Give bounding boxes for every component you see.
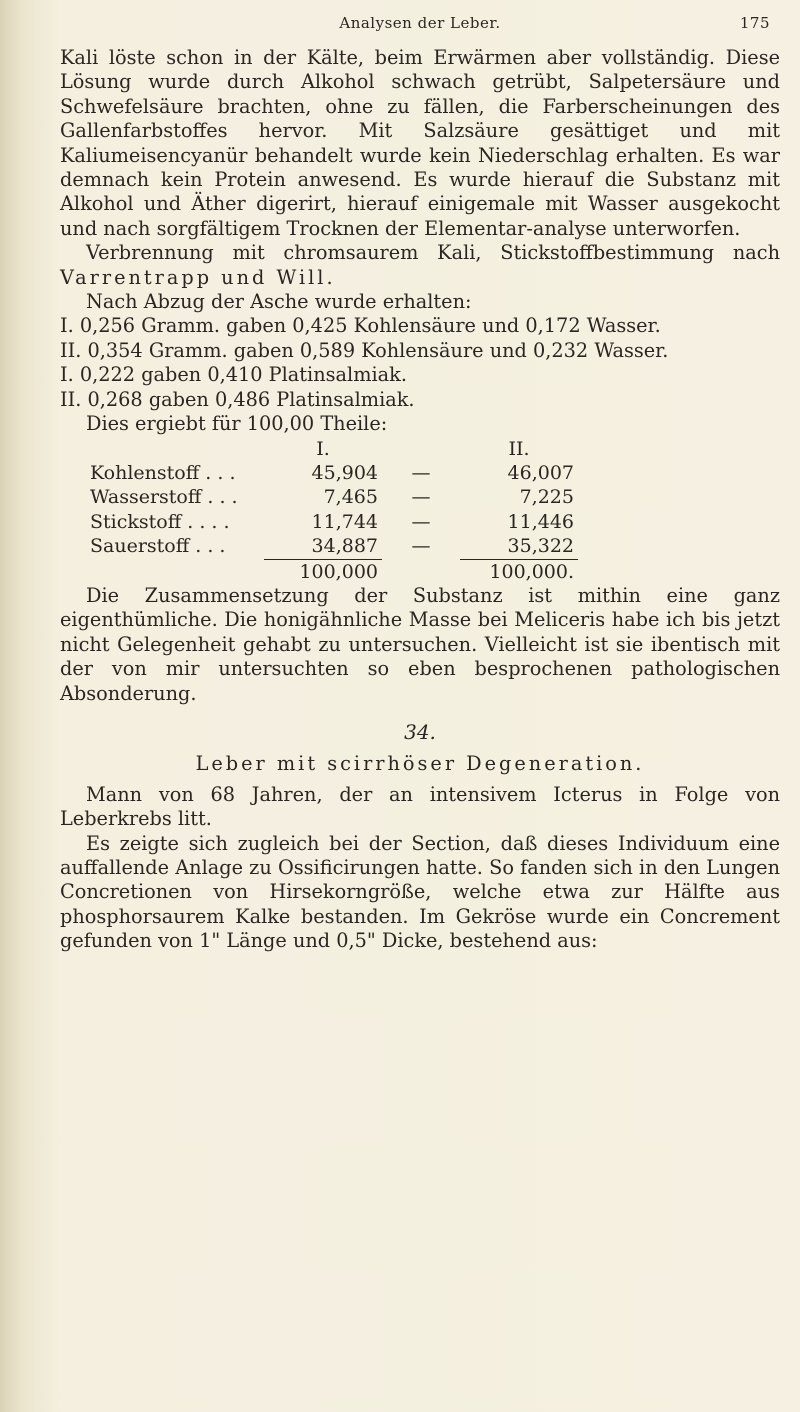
dash: —	[411, 486, 431, 509]
paragraph-mann: Mann von 68 Jahren, der an intensivem Icterus in Folge von Leberkrebs litt.	[60, 782, 780, 831]
paragraph-section: Es zeigte sich zugleich bei der Section, daß dieses Individuum eine auffallende Anlage zu Ossificirungen hatte. So fanden sich in den Lungen Concretionen von Hirsekorngröße, welche etwa zur Hälfte aus phosphorsaurem Kalke bestanden. Im Gekröse wurde ein Concrement gefunden von 1" Länge und 0,5" Dicke, bestehend aus:	[60, 831, 780, 953]
value-1: 7,465	[323, 486, 378, 509]
totals-row	[86, 559, 578, 584]
analysis-lines	[60, 314, 780, 412]
element-label: Stickstoff . . . .	[90, 510, 230, 533]
dash: —	[411, 461, 431, 484]
value-1: 34,887	[311, 535, 378, 558]
paragraph-kali: Kali löste schon in der Kälte, beim Erwärmen aber vollständig. Diese Lösung wurde durch Alkohol schwach getrübt, Salpetersäure und Schwefelsäure brachten, ohne zu fällen, die Farberscheinungen des Gallenfarbstoffes hervor. Mit Salzsäure gesättiget und mit Kaliumeisencyanür behandelt wurde kein Niederschlag erhalten. Es war demnach kein Protein anwesend. Es wurde hierauf die Substanz mit Alkohol und Äther digerirt, hierauf einigemale mit Wasser ausgekocht und nach sorgfältigem Trocknen der Elementar-analyse unterworfen.	[60, 46, 780, 240]
section-number: 34.	[404, 719, 436, 744]
header-title: Analysen der Leber.	[339, 14, 501, 32]
column-header-2: II.	[508, 437, 530, 460]
running-header	[60, 14, 780, 38]
total-2: 100,000.	[460, 559, 578, 584]
value-2: 35,322	[507, 535, 574, 558]
value-2: 7,225	[519, 486, 574, 509]
dash: —	[411, 535, 431, 558]
total-1: 100,000	[264, 559, 382, 584]
table-row	[86, 510, 578, 534]
column-header-1: I.	[316, 437, 330, 460]
element-label: Sauerstoff . . .	[90, 535, 226, 558]
value-1: 11,744	[311, 510, 378, 533]
section-title: Leber mit scirrhöser Degeneration.	[195, 752, 645, 776]
table-row	[86, 485, 578, 509]
page-number: 175	[739, 14, 770, 32]
table-row	[86, 534, 578, 559]
element-label: Wasserstoff . . .	[90, 486, 238, 509]
paragraph-verbrennung	[60, 241, 780, 290]
analysis-line: II. 0,354 Gramm. gaben 0,589 Kohlensäure und 0,232 Wasser.	[60, 338, 669, 362]
results-header-row	[86, 437, 578, 461]
table-row	[86, 461, 578, 485]
element-label: Kohlenstoff . . .	[90, 461, 236, 484]
page-body	[60, 46, 780, 954]
analysis-line: I. 0,222 gaben 0,410 Platinsalmiak.	[60, 363, 407, 387]
value-2: 46,007	[507, 461, 574, 484]
analysis-line: II. 0,268 gaben 0,486 Platinsalmiak.	[60, 387, 415, 411]
verbrennung-text: Verbrennung mit chromsaurem Kali, Stickstoffbestimmung nach	[86, 241, 780, 265]
value-2: 11,446	[507, 510, 574, 533]
paragraph-zusammensetzung: Die Zusammensetzung der Substanz ist mithin eine ganz eigenthümliche. Die honigähnliche Masse bei Meliceris habe ich bis jetzt nicht Gelegenheit gehabt zu untersuchen. Vielleicht ist sie ibentisch mit der von mir untersuchten so eben besprochenen pathologischen Absonderung.	[60, 583, 780, 705]
analysis-line: I. 0,256 Gramm. gaben 0,425 Kohlensäure und 0,172 Wasser.	[60, 314, 661, 338]
author-names: Varrentrapp und Will.	[60, 265, 336, 289]
results-intro: Dies ergiebt für 100,00 Theile:	[86, 412, 388, 436]
dash: —	[411, 510, 431, 533]
results-table	[86, 437, 578, 584]
paragraph-abzug: Nach Abzug der Asche wurde erhalten:	[86, 290, 472, 314]
value-1: 45,904	[311, 461, 378, 484]
